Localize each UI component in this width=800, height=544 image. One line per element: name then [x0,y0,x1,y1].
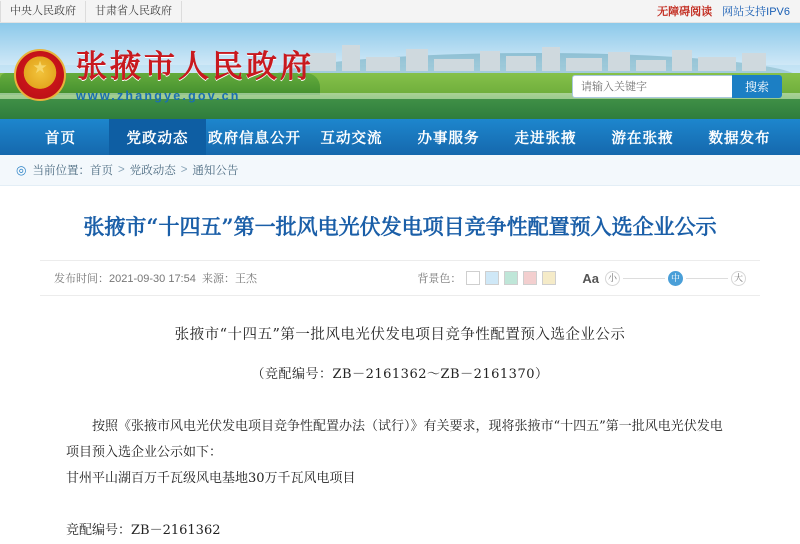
article-paragraph-1: 按照《张掖市风电光伏发电项目竞争性配置办法（试行）》有关要求，现将张掖市“十四五”第一批风电光伏发电项目预入选企业公示如下： [66,419,723,460]
publish-time-value: 2021-09-30 17:54 [109,273,196,285]
accessibility-link[interactable]: 无障碍阅读 [657,6,713,18]
document-subheading: （竞配编号：ZB－2161362～ZB－2161370） [251,367,549,382]
publish-time-label: 发布时间： [54,273,109,285]
search-button[interactable]: 搜索 [732,75,782,98]
bgcolor-swatch-white[interactable] [466,271,480,285]
banner-town-skyline [300,31,800,71]
link-central-gov[interactable]: 中央人民政府 [0,1,86,22]
brand-text [76,49,314,103]
font-size-track [686,278,728,279]
nav-item-data-release[interactable]: 数据发布 [708,130,771,147]
publish-info [40,270,257,286]
article-body [20,296,780,544]
source-value: 王杰 [234,273,257,285]
top-utility-bar [0,0,800,23]
font-size-small[interactable]: 小 [605,271,620,286]
background-color-label: 背景色： [417,273,462,285]
article-container [20,186,780,544]
font-size-control[interactable] [582,271,760,286]
article-paragraph-3: 竞配编号：ZB－2161362 [66,523,221,538]
font-size-track [623,278,665,279]
breadcrumb-separator: > [117,164,125,176]
bgcolor-swatch-green[interactable] [504,271,518,285]
nav-item-about-zhangye[interactable]: 走进张掖 [514,130,577,147]
document-heading: 张掖市“十四五”第一批风电光伏发电项目竞争性配置预入选企业公示 [174,327,626,343]
ipv6-support-label: 网站支持IPV6 [722,6,790,18]
location-pin-icon: ◎ [16,163,27,177]
article-meta-bar [40,260,760,296]
link-gansu-gov[interactable]: 甘肃省人民政府 [86,1,182,22]
top-gov-links [0,0,182,22]
background-color-picker[interactable] [417,270,556,286]
page-title: 张掖市“十四五”第一批风电光伏发电项目竞争性配置预入选企业公示 [83,214,717,239]
site-search[interactable] [572,75,782,98]
site-title: 张掖市人民政府 [76,49,314,85]
nav-item-gov-info-disclosure[interactable]: 政府信息公开 [208,130,301,147]
nav-item-interaction[interactable]: 互动交流 [320,130,383,147]
bgcolor-swatch-pink[interactable] [523,271,537,285]
breadcrumb-item-party-gov-news[interactable]: 党政动态 [129,165,176,177]
breadcrumb-separator: > [180,164,188,176]
breadcrumb-label: 当前位置： [32,165,90,177]
search-input[interactable] [572,75,732,98]
nav-item-home[interactable]: 首页 [45,130,76,147]
site-brand[interactable] [14,49,314,103]
site-banner [0,23,800,119]
bgcolor-swatch-cream[interactable] [542,271,556,285]
main-navigation[interactable] [0,119,800,155]
font-size-medium[interactable]: 中 [668,271,683,286]
font-size-icon: Aa [582,270,599,286]
top-bar-right [657,3,800,19]
nav-item-services[interactable]: 办事服务 [417,130,480,147]
breadcrumb [0,155,800,186]
source-label: 来源： [201,273,235,285]
nav-item-party-gov-news[interactable]: 党政动态 [109,119,206,155]
font-size-large[interactable]: 大 [731,271,746,286]
nav-item-travel-zhangye[interactable]: 游在张掖 [611,130,674,147]
breadcrumb-item-home[interactable]: 首页 [89,165,113,177]
site-url: www.zhangye.gov.cn [76,89,241,103]
national-emblem-icon [14,49,66,101]
breadcrumb-item-announcements[interactable]: 通知公告 [192,165,239,177]
bgcolor-swatch-blue[interactable] [485,271,499,285]
article-paragraph-2: 甘州平山湖百万千瓦级风电基地30万千瓦风电项目 [66,471,356,486]
